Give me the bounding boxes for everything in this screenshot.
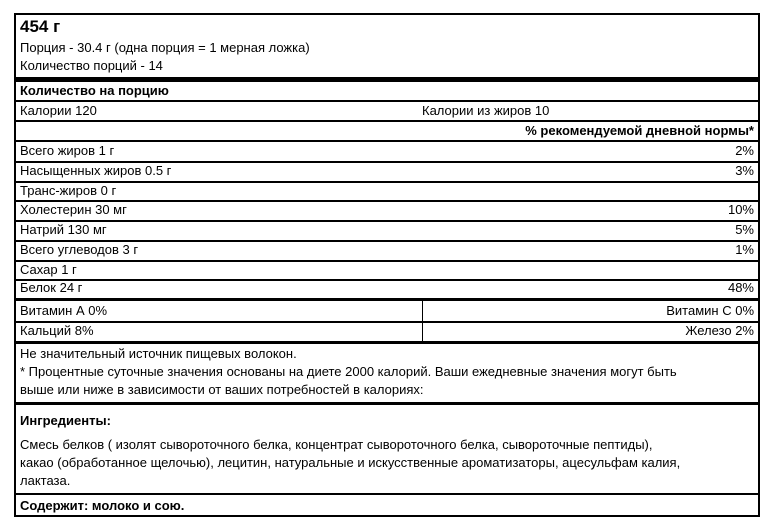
nutrient-dv: 3% <box>735 163 754 178</box>
nutrient-dv: 10% <box>727 202 754 217</box>
nutrient-name: Всего углеводов 3 г <box>20 242 139 257</box>
divider <box>16 120 758 122</box>
nutrient-dv: 2% <box>735 143 754 158</box>
per-serving-title: Количество на порцию <box>20 83 169 98</box>
daily-value-header: % рекомендуемой дневной нормы* <box>525 123 754 138</box>
nutrient-name: Холестерин 30 мг <box>20 202 127 217</box>
divider-thick <box>16 402 758 405</box>
allergens: Содержит: молоко и сою. <box>20 498 185 513</box>
divider <box>16 321 758 323</box>
nutrient-name: Сахар 1 г <box>20 262 77 277</box>
ingredients-text: Смесь белков ( изолят сывороточного белка, концентрат сывороточного белка, сывороточные пептиды), <box>20 437 653 452</box>
vitamin-right: Витамин С 0% <box>666 303 754 318</box>
vitamin-left: Кальций 8% <box>20 323 94 338</box>
divider <box>16 200 758 202</box>
divider <box>16 279 758 281</box>
nutrient-dv: 5% <box>735 222 754 237</box>
package-weight: 454 г <box>20 17 61 36</box>
serving-size: Порция - 30.4 г (одна порция = 1 мерная ложка) <box>20 40 310 55</box>
divider <box>16 220 758 222</box>
calories: Калории 120 <box>20 103 97 118</box>
calories-from-fat: Калории из жиров 10 <box>422 103 550 118</box>
nutrient-name: Белок 24 г <box>20 280 83 295</box>
nutrient-dv: 1% <box>735 242 754 257</box>
nutrient-dv: 48% <box>727 280 754 295</box>
divider <box>16 181 758 183</box>
nutrient-name: Транс-жиров 0 г <box>20 183 117 198</box>
divider <box>16 493 758 495</box>
vitamin-right: Железо 2% <box>685 323 754 338</box>
nutrient-name: Насыщенных жиров 0.5 г <box>20 163 172 178</box>
nutrition-facts-label <box>14 13 760 517</box>
divider-thick <box>16 77 758 82</box>
footnote: * Процентные суточные значения основаны на диете 2000 калорий. Ваши ежедневные значения могут быть <box>20 364 677 379</box>
ingredients-text: лактаза. <box>20 473 71 488</box>
nutrient-name: Натрий 130 мг <box>20 222 107 237</box>
divider <box>16 140 758 142</box>
vitamin-left: Витамин А 0% <box>20 303 108 318</box>
ingredients-title: Ингредиенты: <box>20 413 111 428</box>
ingredients-text: какао (обработанное щелочью), лецитин, натуральные и искусственные ароматизаторы, ацесульфам калия, <box>20 455 681 470</box>
nutrient-name: Всего жиров 1 г <box>20 143 115 158</box>
divider <box>16 260 758 262</box>
divider-thick <box>16 298 758 301</box>
footnote: выше или ниже в зависимости от ваших потребностей в калориях: <box>20 382 424 397</box>
servings-per-container: Количество порций - 14 <box>20 58 163 73</box>
fiber-note: Не значительный источник пищевых волокон. <box>20 346 297 361</box>
divider-thick <box>16 341 758 344</box>
divider <box>16 100 758 102</box>
